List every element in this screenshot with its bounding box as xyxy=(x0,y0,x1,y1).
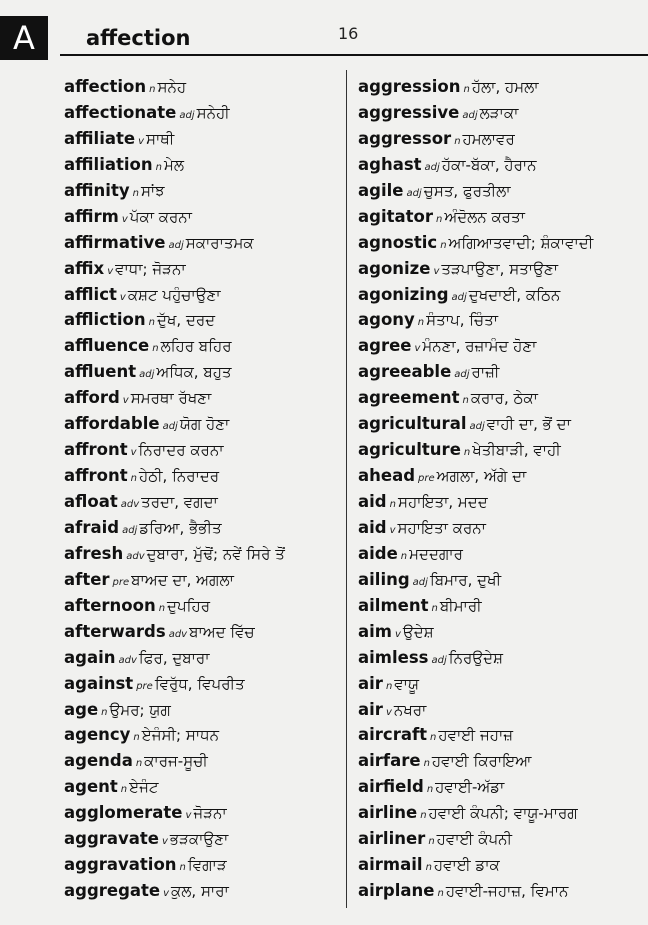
entry-translation: ਜੋੜਨਾ xyxy=(193,804,227,823)
entry-translation: ਏਜੰਸੀ; ਸਾਧਨ xyxy=(141,726,219,745)
entry-headword: aid xyxy=(358,492,387,511)
entry-headword: aim xyxy=(358,621,392,641)
entry-part-of-speech: n xyxy=(440,239,447,251)
dictionary-entry xyxy=(64,333,350,359)
entry-headword: afloat xyxy=(64,492,118,511)
dictionary-entry xyxy=(358,307,644,333)
dictionary-entry xyxy=(358,282,644,308)
entry-part-of-speech: n xyxy=(463,447,471,459)
entry-translation: ਹਵਾਈ ਜਹਾਜ਼ xyxy=(438,726,514,745)
entry-part-of-speech: adj xyxy=(454,369,470,381)
section-letter-tab: A xyxy=(0,16,48,60)
entry-part-of-speech: v xyxy=(433,265,440,277)
entry-headword: agitator xyxy=(358,206,433,226)
entry-part-of-speech: pre xyxy=(418,473,435,485)
entry-translation: ਦੁਖਦਾਈ, ਕਠਿਨ xyxy=(468,285,561,304)
dictionary-entry xyxy=(358,333,644,359)
entry-translation: ਉਦੇਸ਼ xyxy=(402,622,434,641)
entry-headword: afresh xyxy=(64,543,124,563)
dictionary-entry xyxy=(64,463,350,489)
entry-part-of-speech: adj xyxy=(122,524,138,536)
entry-translation: ਦੁਪਹਿਰ xyxy=(167,596,210,615)
entry-headword: affront xyxy=(64,440,128,460)
dictionary-entry xyxy=(64,230,350,256)
dictionary-entry xyxy=(358,697,644,723)
entry-headword: ailing xyxy=(358,569,410,589)
entry-headword: aggressive xyxy=(358,102,460,122)
entry-headword: agonizing xyxy=(358,284,449,304)
dictionary-entry xyxy=(358,204,644,230)
dictionary-entry xyxy=(64,748,350,774)
entry-translation: ਵਾਹੀ ਦਾ, ਭੋਂ ਦਾ xyxy=(486,415,571,434)
entry-part-of-speech: v xyxy=(130,447,137,459)
entry-part-of-speech: n xyxy=(425,862,432,874)
entry-headword: agricultural xyxy=(358,414,467,434)
entry-translation: ਨਿਰਾਦਰ ਕਰਨਾ xyxy=(138,441,224,460)
dictionary-entry xyxy=(64,645,350,671)
entry-headword: aggravate xyxy=(64,829,159,849)
entry-translation: ਸਕਾਰਾਤਮਕ xyxy=(185,233,254,252)
entry-part-of-speech: pre xyxy=(136,680,153,692)
entry-headword: after xyxy=(64,569,110,589)
entry-headword: agreeable xyxy=(358,362,452,382)
entry-translation: ਸਨੇਹ xyxy=(157,78,187,96)
dictionary-entry xyxy=(358,852,644,878)
entry-headword: afraid xyxy=(64,517,120,537)
entry-part-of-speech: v xyxy=(385,706,392,718)
dictionary-entry xyxy=(358,515,644,541)
entry-headword: affectionate xyxy=(64,102,177,122)
entry-translation: ਚੁਸਤ, ਫੁਰਤੀਲਾ xyxy=(423,181,511,200)
entry-part-of-speech: n xyxy=(428,836,435,848)
dictionary-entry xyxy=(358,359,644,385)
entry-headword: afflict xyxy=(64,284,117,304)
dictionary-entry xyxy=(358,100,644,126)
entry-translation: ਬੀਮਾਰੀ xyxy=(439,596,482,615)
entry-translation: ਪੱਕਾ ਕਰਨਾ xyxy=(129,207,192,226)
entry-headword: affix xyxy=(64,258,105,278)
entry-translation: ਵਾਧਾ; ਜੋੜਨਾ xyxy=(115,259,186,278)
entry-translation: ਕਸ਼ਟ ਪਹੁੰਚਾਉਣਾ xyxy=(127,285,221,304)
entry-translation: ਡਰਿਆ, ਭੈਭੀਤ xyxy=(139,518,222,537)
entry-headword: airline xyxy=(358,803,418,823)
entry-part-of-speech: adj xyxy=(168,239,184,251)
entry-translation: ਦੁਬਾਰਾ, ਮੁੱਢੋਂ; ਨਵੇਂ ਸਿਰੇ ਤੋਂ xyxy=(146,544,285,563)
entry-part-of-speech: pre xyxy=(112,576,130,588)
entry-translation: ਹਵਾਈ-ਅੱਡਾ xyxy=(435,778,505,797)
dictionary-entry xyxy=(64,515,350,541)
entry-part-of-speech: n xyxy=(149,84,156,95)
entry-headword: affirmative xyxy=(64,232,166,252)
dictionary-entry xyxy=(358,541,644,567)
dictionary-entry xyxy=(358,619,644,645)
entry-headword: agnostic xyxy=(358,232,438,252)
entry-translation: ਤਰਦਾ, ਵਗਦਾ xyxy=(141,493,218,511)
entry-headword: airfield xyxy=(358,777,424,797)
entry-translation: ਹਮਲਾਵਰ xyxy=(462,129,515,148)
entry-part-of-speech: n xyxy=(179,862,186,874)
entry-part-of-speech: n xyxy=(431,602,438,614)
dictionary-entry xyxy=(358,489,644,515)
dictionary-entry xyxy=(358,593,644,619)
entry-translation: ਮਦਦਗਾਰ xyxy=(409,544,463,563)
entry-translation: ਸਹਾਇਤਾ ਕਰਨਾ xyxy=(397,518,486,537)
entry-part-of-speech: adv xyxy=(120,499,140,510)
entry-translation: ਬਿਮਾਰ, ਦੁਖੀ xyxy=(429,570,502,589)
entry-headword: airplane xyxy=(358,881,435,901)
entry-headword: airfare xyxy=(358,751,421,771)
entry-part-of-speech: n xyxy=(463,84,470,95)
entry-headword: agony xyxy=(358,310,415,330)
entry-part-of-speech: v xyxy=(185,810,192,822)
entry-headword: against xyxy=(64,673,134,693)
dictionary-entry xyxy=(358,826,644,852)
entry-translation: ਸਾਥੀ xyxy=(145,129,175,148)
entry-headword: aircraft xyxy=(358,725,428,745)
entry-translation: ਵਿਗਾੜ xyxy=(187,856,227,875)
entry-translation: ਕਰਾਰ, ਠੇਕਾ xyxy=(470,389,538,408)
entry-headword: agglomerate xyxy=(64,803,183,823)
right-column xyxy=(358,74,644,904)
entry-translation: ਹੇਠੀ, ਨਿਰਾਦਰ xyxy=(138,467,220,486)
dictionary-entry xyxy=(64,826,350,852)
entry-translation: ਹਵਾਈ ਕੰਪਨੀ; ਵਾਯੂ-ਮਾਰਗ xyxy=(428,804,578,823)
entry-part-of-speech: adj xyxy=(462,109,478,121)
entry-headword: agonize xyxy=(358,258,431,278)
left-column xyxy=(64,74,350,904)
entry-part-of-speech: n xyxy=(101,706,108,718)
entry-part-of-speech: adj xyxy=(179,109,195,121)
entry-part-of-speech: adj xyxy=(412,576,428,588)
dictionary-entry xyxy=(64,852,350,878)
entry-translation: ਮੰਨਣਾ, ਰਜ਼ਾਮੰਦ ਹੋਣਾ xyxy=(422,337,537,356)
entry-headword: afford xyxy=(64,388,120,408)
entry-translation: ਭੜਕਾਉਣਾ xyxy=(169,830,229,849)
page-number: 16 xyxy=(338,24,359,43)
dictionary-entry xyxy=(64,800,350,826)
entry-part-of-speech: v xyxy=(121,213,128,225)
dictionary-entry xyxy=(64,774,350,800)
entry-translation: ਹਵਾਈ ਕੰਪਨੀ xyxy=(436,830,513,849)
entry-headword: aide xyxy=(358,543,398,563)
entry-headword: affiliate xyxy=(64,128,136,148)
dictionary-entry xyxy=(64,100,350,126)
entry-translation: ਲਹਿਰ ਬਹਿਰ xyxy=(160,337,232,356)
entry-translation: ਹੱਲਾ, ਹਮਲਾ xyxy=(471,78,539,96)
entry-part-of-speech: n xyxy=(400,550,408,562)
entry-part-of-speech: n xyxy=(423,758,430,770)
entry-part-of-speech: adj xyxy=(451,291,467,303)
entry-translation: ਬਾਅਦ ਦਾ, ਅਗਲਾ xyxy=(131,570,234,589)
dictionary-entry xyxy=(64,126,350,152)
entry-headword: ailment xyxy=(358,595,429,615)
entry-part-of-speech: n xyxy=(389,499,396,510)
entry-headword: agent xyxy=(64,777,118,797)
entry-part-of-speech: adj xyxy=(431,654,447,666)
entry-headword: agreement xyxy=(358,388,460,408)
entry-part-of-speech: v xyxy=(122,395,129,407)
entry-translation: ਕਾਰਜ-ਸੂਚੀ xyxy=(144,752,208,771)
entry-part-of-speech: n xyxy=(130,473,137,485)
dictionary-entry xyxy=(64,411,350,437)
entry-headword: agriculture xyxy=(358,440,461,460)
entry-translation: ਵਾਯੂ xyxy=(394,674,419,693)
entry-headword: affluent xyxy=(64,362,137,382)
entry-part-of-speech: n xyxy=(148,317,155,329)
dictionary-entry xyxy=(64,437,350,463)
entry-headword: aghast xyxy=(358,154,422,174)
dictionary-entry xyxy=(358,748,644,774)
dictionary-entry xyxy=(64,567,350,593)
entry-headword: aimless xyxy=(358,647,429,667)
entry-translation: ਸਹਾਇਤਾ, ਮਦਦ xyxy=(397,493,488,511)
entry-headword: affliction xyxy=(64,310,146,330)
entry-translation: ਉਮਰ; ਯੁਗ xyxy=(109,700,171,719)
entry-part-of-speech: n xyxy=(135,758,143,770)
entry-translation: ਯੋਗ ਹੋਣਾ xyxy=(179,415,230,434)
entry-part-of-speech: n xyxy=(385,680,393,692)
entry-headword: age xyxy=(64,699,99,719)
entry-translation: ਕੁਲ, ਸਾਰਾ xyxy=(171,882,229,901)
entry-headword: affordable xyxy=(64,414,160,434)
dictionary-entry xyxy=(64,541,350,567)
entry-part-of-speech: v xyxy=(389,524,396,536)
entry-part-of-speech: n xyxy=(133,732,140,744)
entry-translation: ਅਗਲਾ, ਅੱਗੇ ਦਾ xyxy=(436,467,527,486)
dictionary-entry xyxy=(64,307,350,333)
entry-translation: ਫਿਰ, ਦੁਬਾਰਾ xyxy=(138,648,210,667)
entry-part-of-speech: adj xyxy=(424,161,440,173)
dictionary-entry xyxy=(64,359,350,385)
entry-headword: agile xyxy=(358,180,404,200)
entry-part-of-speech: n xyxy=(152,343,159,355)
entry-headword: air xyxy=(358,673,383,693)
entry-translation: ਏਜੰਟ xyxy=(129,778,159,797)
dictionary-entry xyxy=(64,619,350,645)
entry-headword: air xyxy=(358,699,383,719)
entry-translation: ਨਖਰਾ xyxy=(393,700,427,719)
entry-headword: aggregate xyxy=(64,881,161,901)
dictionary-entry xyxy=(64,385,350,411)
entry-headword: agency xyxy=(64,725,131,745)
entry-part-of-speech: v xyxy=(138,135,144,147)
entry-translation: ਲੜਾਕਾ xyxy=(479,103,519,122)
entry-headword: affront xyxy=(64,466,128,486)
dictionary-entry xyxy=(358,878,644,904)
dictionary-entry xyxy=(64,722,350,748)
entry-translation: ਸਨੇਹੀ xyxy=(196,103,230,122)
entry-headword: agree xyxy=(358,336,412,356)
entry-headword: affiliation xyxy=(64,154,153,174)
dictionary-entry xyxy=(358,178,644,204)
entry-part-of-speech: adv xyxy=(118,654,137,666)
entry-headword: airmail xyxy=(358,855,423,875)
entry-headword: aggravation xyxy=(64,855,177,875)
entry-translation: ਹੱਕਾ-ਬੱਕਾ, ਹੈਰਾਨ xyxy=(441,155,537,174)
dictionary-entry xyxy=(358,385,644,411)
entry-headword: ahead xyxy=(358,466,416,486)
entry-headword: again xyxy=(64,647,116,667)
entry-part-of-speech: n xyxy=(437,888,444,900)
dictionary-entry xyxy=(64,256,350,282)
entry-part-of-speech: n xyxy=(454,135,461,147)
entry-part-of-speech: adj xyxy=(162,421,178,433)
entry-part-of-speech: n xyxy=(435,213,443,225)
entry-translation: ਮੇਲ xyxy=(163,155,184,174)
entry-translation: ਨਿਰਉਦੇਸ਼ xyxy=(448,648,504,667)
entry-translation: ਹਵਾਈ ਡਾਕ xyxy=(433,856,500,875)
dictionary-entry xyxy=(64,489,350,515)
dictionary-entry xyxy=(64,204,350,230)
entry-part-of-speech: n xyxy=(426,784,434,796)
entry-translation: ਵਿਰੁੱਧ, ਵਿਪਰੀਤ xyxy=(154,674,245,693)
dictionary-entry xyxy=(64,671,350,697)
entry-part-of-speech: adj xyxy=(139,369,155,381)
entry-part-of-speech: n xyxy=(420,810,427,822)
entry-part-of-speech: v xyxy=(119,291,126,303)
dictionary-entry xyxy=(358,74,644,100)
dictionary-entry xyxy=(358,230,644,256)
entry-headword: afternoon xyxy=(64,595,156,615)
dictionary-entry xyxy=(358,437,644,463)
entry-part-of-speech: adj xyxy=(469,421,485,433)
entry-headword: affirm xyxy=(64,206,119,226)
entry-part-of-speech: n xyxy=(462,395,469,407)
dictionary-entry xyxy=(358,567,644,593)
dictionary-entry xyxy=(64,593,350,619)
entry-translation: ਸਾਂਝ xyxy=(140,181,165,200)
dictionary-entry xyxy=(64,878,350,904)
entry-translation: ਤੜਪਾਉਣਾ, ਸਤਾਉਣਾ xyxy=(441,259,558,278)
entry-headword: aid xyxy=(358,517,387,537)
entry-part-of-speech: v xyxy=(163,888,170,900)
dictionary-entry xyxy=(358,463,644,489)
entry-headword: agenda xyxy=(64,751,133,771)
entry-part-of-speech: adv xyxy=(168,628,188,640)
entry-translation: ਅਗਿਆਤਵਾਦੀ; ਸ਼ੰਕਾਵਾਦੀ xyxy=(448,233,594,252)
entry-part-of-speech: n xyxy=(155,161,162,173)
guide-word: affection xyxy=(86,26,191,50)
dictionary-entry xyxy=(358,126,644,152)
header-rule xyxy=(60,54,648,56)
entry-part-of-speech: v xyxy=(162,836,168,848)
entry-headword: affection xyxy=(64,77,147,96)
entry-headword: afterwards xyxy=(64,621,166,641)
entry-translation: ਅੰਦੋਲਨ ਕਰਤਾ xyxy=(444,207,525,226)
dictionary-entry xyxy=(358,645,644,671)
entry-part-of-speech: v xyxy=(107,265,114,277)
entry-part-of-speech: n xyxy=(158,602,166,614)
dictionary-entry xyxy=(358,411,644,437)
entry-headword: affinity xyxy=(64,180,130,200)
entry-translation: ਦੁੱਖ, ਦਰਦ xyxy=(156,311,216,330)
dictionary-entry xyxy=(358,152,644,178)
dictionary-entry xyxy=(64,282,350,308)
dictionary-entry xyxy=(358,722,644,748)
dictionary-entry xyxy=(64,697,350,723)
entry-part-of-speech: adj xyxy=(406,187,422,199)
entry-translation: ਅਧਿਕ, ਬਹੁਤ xyxy=(156,363,232,382)
entry-translation: ਬਾਅਦ ਵਿੱਚ xyxy=(189,622,255,641)
entry-headword: airliner xyxy=(358,829,426,849)
entry-part-of-speech: n xyxy=(132,187,139,199)
entry-headword: aggressor xyxy=(358,128,452,148)
entry-translation: ਹਵਾਈ ਕਿਰਾਇਆ xyxy=(431,752,532,771)
dictionary-entry xyxy=(358,800,644,826)
entry-headword: affluence xyxy=(64,336,150,356)
dictionary-entry xyxy=(358,774,644,800)
dictionary-entry xyxy=(64,152,350,178)
entry-translation: ਸਮਰਥਾ ਰੱਖਣਾ xyxy=(130,389,212,408)
entry-headword: aggression xyxy=(358,77,461,96)
entry-part-of-speech: n xyxy=(120,784,128,796)
entry-translation: ਸੰਤਾਪ, ਚਿੰਤਾ xyxy=(426,311,499,330)
entry-translation: ਹਵਾਈ-ਜਹਾਜ਼, ਵਿਮਾਨ xyxy=(445,882,569,901)
entry-part-of-speech: v xyxy=(414,343,421,355)
entry-translation: ਖੇਤੀਬਾੜੀ, ਵਾਹੀ xyxy=(472,441,561,460)
entry-part-of-speech: v xyxy=(394,628,401,640)
entry-part-of-speech: n xyxy=(417,317,425,329)
dictionary-entry xyxy=(64,178,350,204)
entry-translation: ਰਾਜ਼ੀ xyxy=(471,363,500,382)
dictionary-entry xyxy=(358,256,644,282)
entry-part-of-speech: n xyxy=(430,732,437,744)
dictionary-entry xyxy=(358,671,644,697)
entry-part-of-speech: adv xyxy=(126,550,145,562)
dictionary-entry xyxy=(64,74,350,100)
